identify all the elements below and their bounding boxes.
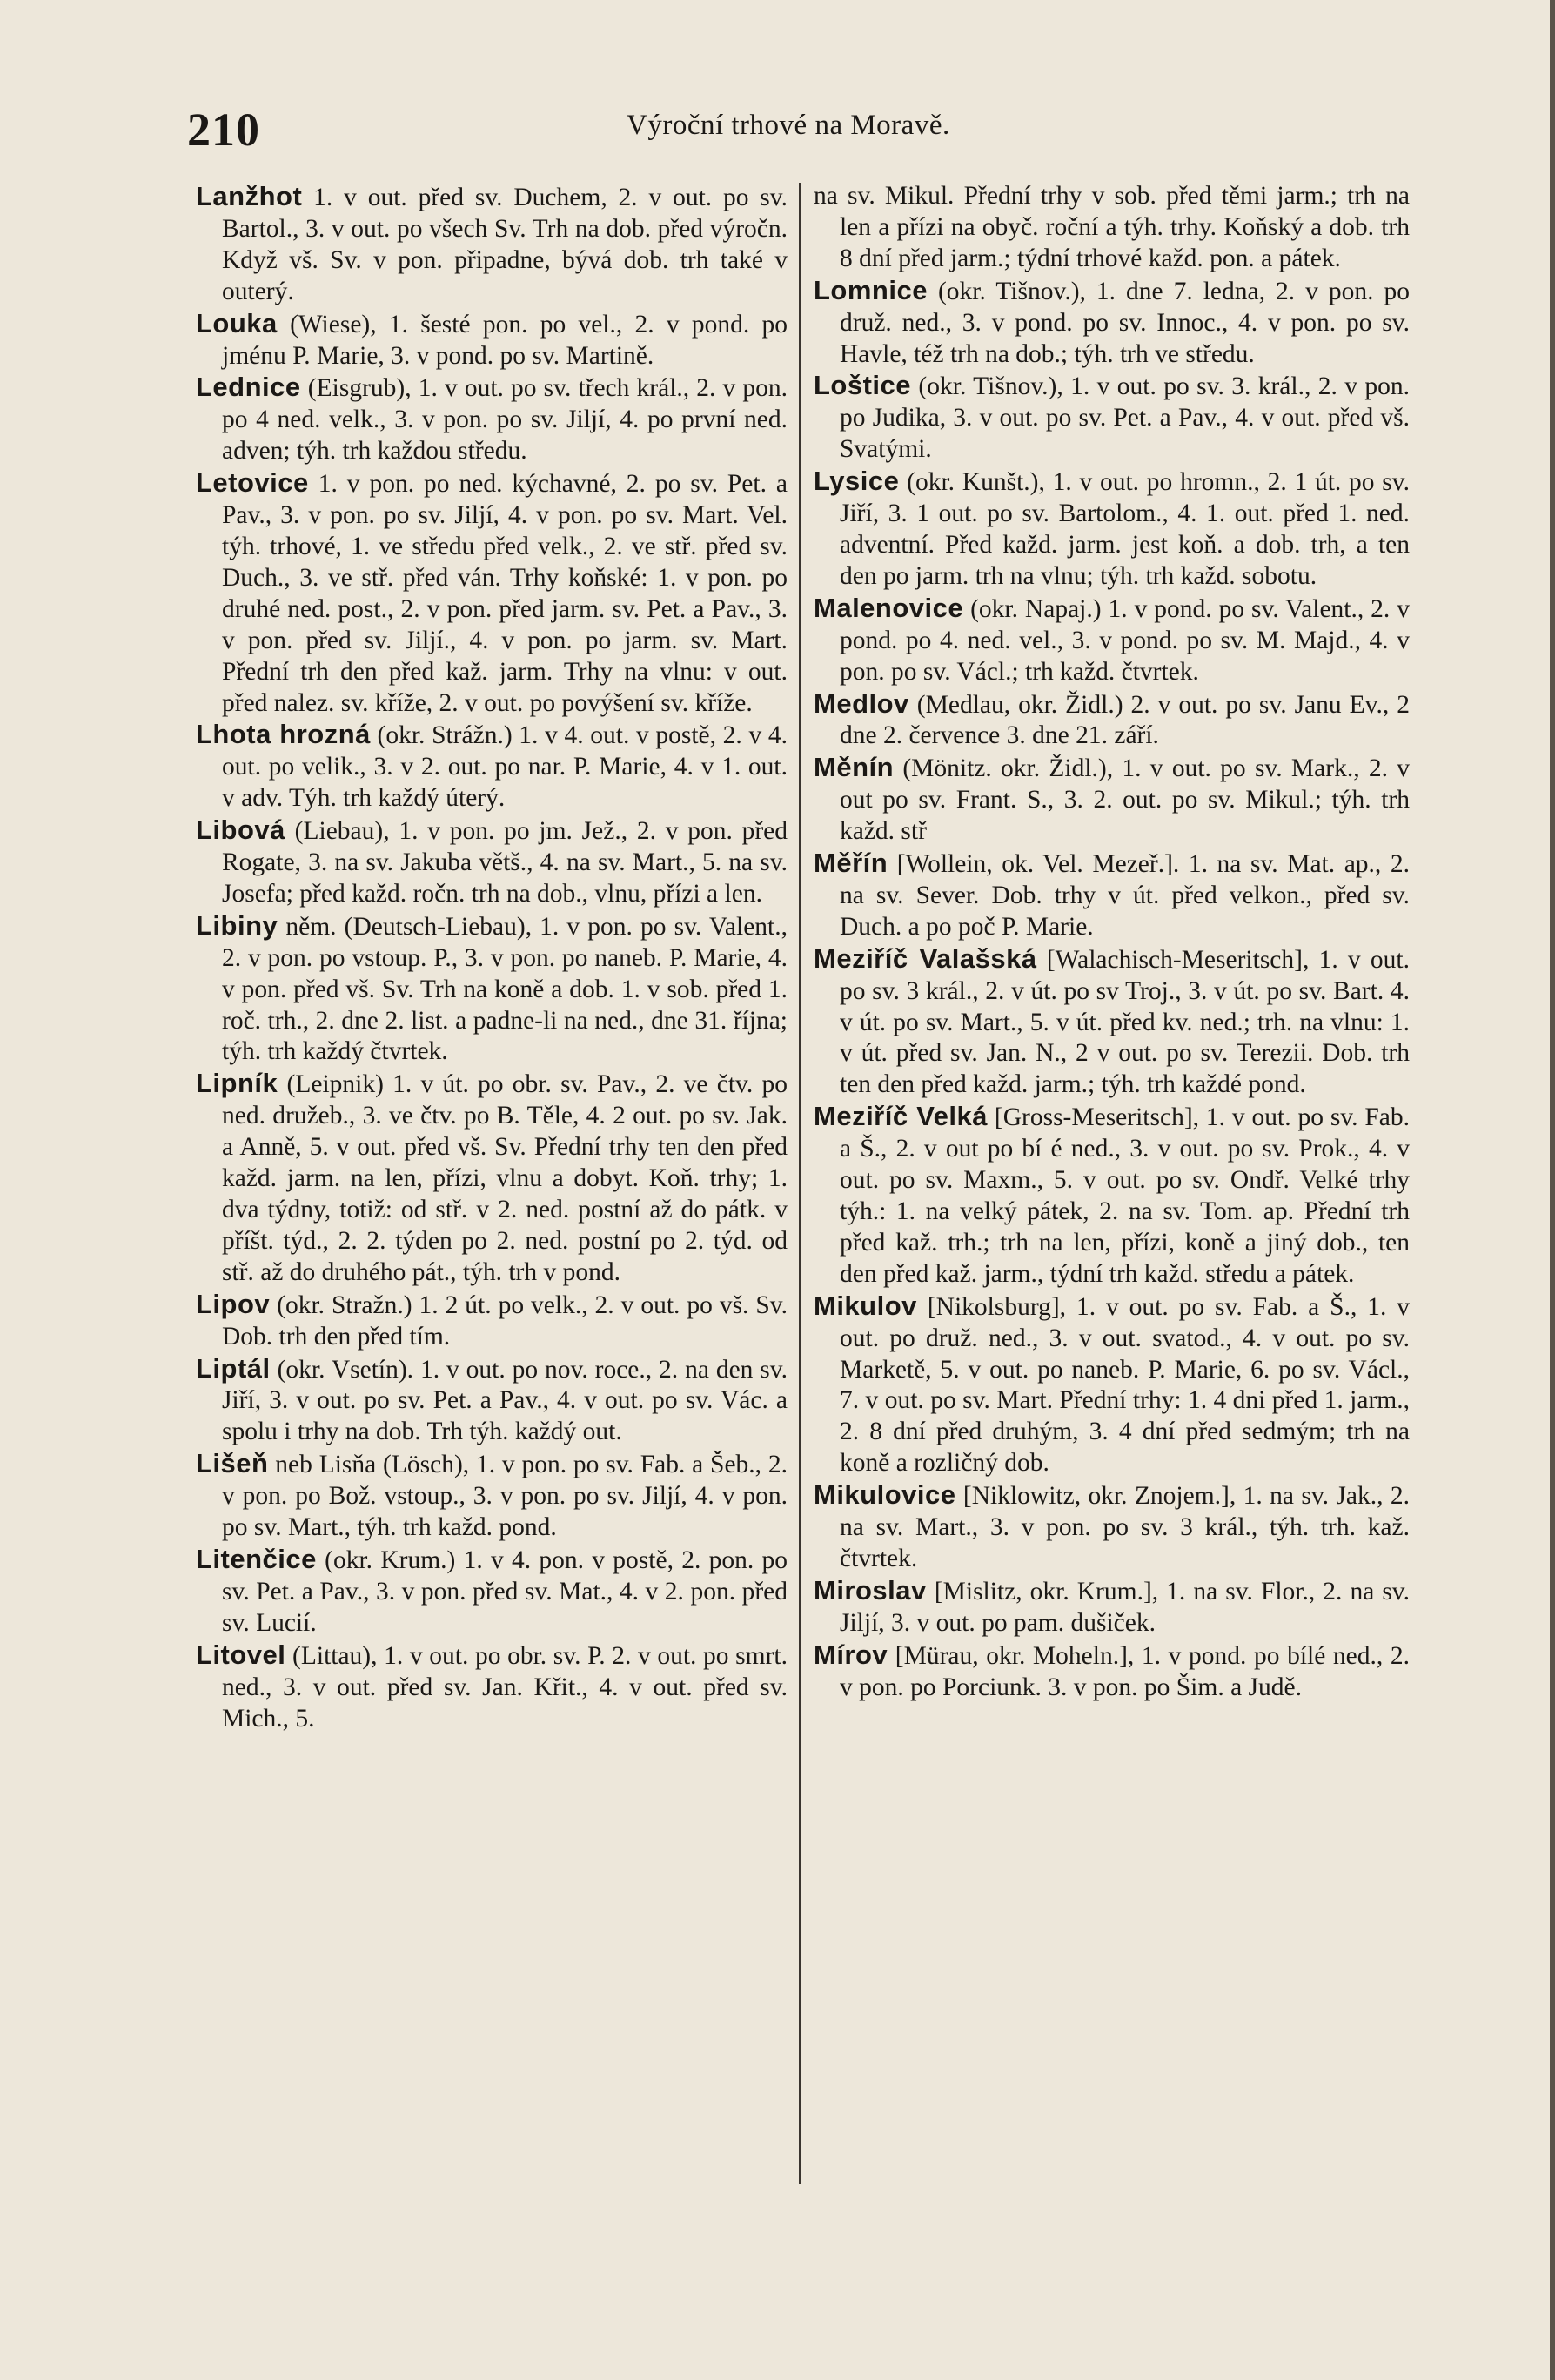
entry-headword: Lipník — [196, 1068, 278, 1099]
entry-headword: Litovel — [196, 1639, 286, 1670]
gazetteer-entry — [814, 848, 1410, 943]
entry-text: [Mislitz, okr. Krum.], 1. na sv. Flor., 2. na sv. Jiljí, 3. v out. po pam. dušiček. — [840, 1577, 1411, 1637]
entry-text: (Littau), 1. v out. po obr. sv. P. 2. v out. po smrt. ned., 3. v out. před sv. Jan. Křit., 4. v out. před sv. Mich., 5. — [222, 1641, 788, 1733]
entry-text: 1. v pon. po ned. kýchavné, 2. po sv. Pet. a Pav., 3. v pon. po sv. Jiljí, 4. v pon. po sv. Mart. Vel. týh. trhové, 1. ve středu před velk., 2. ve stř. před sv. Duch., 3. ve stř. před ván. Trhy koňské: 1. v pon. po druhé ned. post., 2. v pon. před jarm. sv. Pet. a Pav., 3. v pon. před sv. Jiljí., 4. v pon. po jarm. sv. Mart. Přední trh den před kaž. jarm. Trhy na vlnu: v out. před nalez. sv. kříže, 2. v out. po povýšení sv. kříže. — [222, 470, 788, 717]
entry-headword: Měřín — [814, 848, 888, 879]
entry-text: na sv. Mikul. Přední trhy v sob. před těmi jarm.; trh na len a přízi na obyč. roční a týh. trhy. Koňský a dob. trh 8 dní před jarm.; týdní trhové každ. pon. a pátek. — [814, 182, 1410, 272]
entry-text: [Nikolsburg], 1. v out. po sv. Fab. a Š., 1. v out. po druž. ned., 3. v out. svatod., 4. v out. po sv. Marketě, 5. v out. po naneb. P. Marie, 6. po sv. Václ., 7. v out. po sv. Mart. Přední trhy: 1. 4 dni před 1. jarm., 2. 8 dní před druhým, 3. 4 dní před sedmým; trh na koně a rozličný dob. — [840, 1292, 1410, 1478]
gazetteer-entry — [196, 910, 788, 1069]
gazetteer-entry — [196, 467, 788, 719]
entry-text: (okr. Vsetín). 1. v out. po nov. roce., 2. na den sv. Jiří, 3. v out. po sv. Pet. a Pav., 4. v out. po sv. Vác. a spolu i trhy na dob. Trh týh. každý out. — [222, 1355, 788, 1446]
entry-text: [Wollein, ok. Vel. Mezeř.]. 1. na sv. Mat. ap., 2. na sv. Sever. Dob. trhy v út. před velkon., před sv. Duch. a po poč P. Marie. — [840, 850, 1410, 941]
page-number: 210 — [187, 104, 260, 156]
entry-headword: Litenčice — [196, 1543, 317, 1574]
entry-text: (okr. Strážn.) 1. v 4. out. v postě, 2. v 4. out. po velik., 3. v 2. out. po nar. P. Marie, 4. v 1. out. v adv. Týh. trh každý úterý. — [222, 721, 788, 813]
entry-headword: Medlov — [814, 687, 909, 719]
gazetteer-entry — [196, 372, 788, 467]
entry-text: [Niklowitz, okr. Znojem.], 1. na sv. Jak., 2. na sv. Mart., 3. v pon. po sv. 3 král., týh. trh. kaž. čtvrtek. — [840, 1482, 1410, 1572]
gazetteer-entry — [814, 1639, 1410, 1704]
entry-headword: Lysice — [814, 466, 900, 497]
entry-text: (okr. Stražn.) 1. 2 út. po velk., 2. v out. po vš. Sv. Dob. trh den před tím. — [222, 1291, 788, 1351]
column-divider — [799, 183, 801, 2184]
entry-text: (Eisgrub), 1. v out. po sv. třech král., 2. v pon. po 4 ned. velk., 3. v pon. po sv. Jiljí, 4. po první ned. adven; týh. trh každou středu. — [222, 374, 788, 466]
gazetteer-entry — [814, 370, 1410, 466]
gazetteer-entry — [196, 1639, 788, 1735]
entry-headword: Malenovice — [814, 592, 964, 623]
entry-text: (Medlau, okr. Židl.) 2. v out. po sv. Janu Ev., 2 dne 2. července 3. dne 21. září. — [840, 690, 1411, 750]
gazetteer-entry — [814, 943, 1410, 1102]
entry-headword: Mikulovice — [814, 1479, 956, 1511]
gazetteer-entry — [196, 181, 788, 308]
entry-text: něm. (Deutsch-Liebau), 1. v pon. po sv. Valent., 2. v pon. po vstoup. P., 3. v pon. po naneb. P. Marie, 4. v pon. před vš. Sv. Trh na koně a dob. 1. v sob. před 1. roč. trh., 2. dne 2. list. a padne-li na ned., dne 31. října; týh. trh každý čtvrtek. — [222, 912, 788, 1066]
gazetteer-entry — [814, 1101, 1410, 1290]
entry-headword: Louka — [196, 307, 278, 339]
left-column — [196, 181, 788, 1734]
page-edge — [1550, 0, 1555, 2380]
entry-headword: Mikulov — [814, 1290, 917, 1321]
entry-headword: Lednice — [196, 372, 301, 403]
entry-headword: Mírov — [814, 1639, 888, 1670]
entry-headword: Liptál — [196, 1352, 271, 1384]
gazetteer-entry — [196, 1068, 788, 1288]
gazetteer-entry — [814, 466, 1410, 593]
entry-headword: Meziříč Velká — [814, 1101, 989, 1132]
entry-headword: Libová — [196, 815, 285, 846]
entry-text: (Wiese), 1. šesté pon. po vel., 2. v pond. po jménu P. Marie, 3. v pond. po sv. Martině. — [222, 310, 788, 370]
gazetteer-entry — [814, 1479, 1410, 1575]
entry-text: [Gross-Meseritsch], 1. v out. po sv. Fab. a Š., 2. v out po bí é ned., 3. v out. po sv. Prok., 4. v out. po sv. Maxm., 5. v out. po sv. Ondř. Velké trhy týh.: 1. na velký pátek, 2. na sv. Tom. ap. Přední trh před kaž. trh.; trh na len, přízi, koně a jiný dob., ten den před kaž. jarm., týdní trh každ. středu a pátek. — [840, 1103, 1410, 1288]
entry-text: neb Lisňa (Lösch), 1. v pon. po sv. Fab. a Šeb., 2. v pon. po Bož. vstoup., 3. v pon. po sv. Jiljí, 4. v pon. po sv. Mart., týh. trh každ. pond. — [222, 1451, 788, 1542]
entry-headword: Libiny — [196, 909, 278, 941]
entry-text: 1. v out. před sv. Duchem, 2. v out. po sv. Bartol., 3. v out. po všech Sv. Trh na dob. před výročn. Když vš. Sv. v pon. připadne, bývá dob. trh také v outerý. — [222, 184, 788, 305]
gazetteer-entry — [814, 593, 1410, 688]
gazetteer-entry — [814, 752, 1410, 848]
gazetteer-entry — [814, 688, 1410, 753]
gazetteer-entry — [196, 815, 788, 910]
entry-headword: Letovice — [196, 467, 309, 499]
gazetteer-entry — [814, 1291, 1410, 1479]
gazetteer-entry — [814, 1575, 1410, 1639]
running-title: Výroční trhové na Moravě. — [627, 110, 950, 141]
right-column — [814, 181, 1410, 1704]
entry-text: (Liebau), 1. v pon. po jm. Jež., 2. v pon. před Rogate, 3. na sv. Jakuba větš., 4. na sv. Mart., 5. na sv. Josefa; před každ. ročn. trh na dob., vlnu, přízi a len. — [222, 817, 788, 908]
gazetteer-entry — [196, 719, 788, 815]
entry-headword: Miroslav — [814, 1574, 927, 1606]
gazetteer-entry — [196, 1448, 788, 1544]
entry-text: (okr. Krum.) 1. v 4. pon. v postě, 2. pon. po sv. Pet. a Pav., 3. v pon. před sv. Mat., 4. v 2. pon. před sv. Lucií. — [222, 1545, 788, 1637]
entry-headword: Lanžhot — [196, 181, 303, 211]
entry-headword: Lomnice — [814, 274, 928, 305]
entry-headword: Lhota hrozná — [196, 719, 371, 750]
entry-headword: Loštice — [814, 370, 912, 401]
entry-text: (okr. Napaj.) 1. v pond. po sv. Valent., 2. v pond. po 4. ned. vel., 3. v pond. po sv. M. Majd., 4. v pon. po sv. Václ.; trh každ. čtvrtek. — [840, 594, 1410, 686]
entry-headword: Meziříč Valašská — [814, 942, 1037, 974]
gazetteer-entry — [196, 308, 788, 372]
gazetteer-entry — [814, 181, 1410, 275]
entry-text: (okr. Kunšt.), 1. v out. po hromn., 2. 1 út. po sv. Jiří, 3. 1 out. po sv. Bartolom., 4. 1. out. před 1. ned. adventní. Před každ. jarm. jest koň. a dob. trh, a ten den po jarm. trh na vlnu; týh. trh každ. sobotu. — [840, 468, 1410, 590]
gazetteer-entry — [814, 275, 1410, 371]
gazetteer-entry — [196, 1353, 788, 1449]
entry-text: (okr. Tišnov.), 1. dne 7. ledna, 2. v pon. po druž. ned., 3. v pond. po sv. Innoc., 4. v pon. po sv. Havle, též trh na dob.; týh. trh ve středu. — [840, 277, 1410, 368]
entry-text: (okr. Tišnov.), 1. v out. po sv. 3. král., 2. v pon. po Judika, 3. v out. po sv. Pet. a Pav., 4. v out. před vš. Svatými. — [840, 372, 1410, 464]
entry-headword: Lipov — [196, 1288, 271, 1319]
gazetteer-entry — [196, 1544, 788, 1639]
gazetteer-entry — [196, 1289, 788, 1353]
entry-text: [Mürau, okr. Moheln.], 1. v pond. po bílé ned., 2. v pon. po Porciunk. 3. v pon. po Šim. a Judě. — [840, 1641, 1410, 1701]
entry-text: (Leipnik) 1. v út. po obr. sv. Pav., 2. ve čtv. po ned. družeb., 3. ve čtv. po B. Těle, 4. 2 out. po sv. Jak. a Anně, 5. v out. před vš. Sv. Přední trhy ten den před každ. jarm. na len, přízi, vlnu a dobyt. Koň. trhy; 1. dva týdny, totiž: od stř. v 2. ned. postní až do pátk. v příšt. týd., 2. 2. týden po 2. ned. postní po 2. týd. od stř. až do druhého pát., týh. trh v pond. — [222, 1070, 788, 1286]
entry-text: (Mönitz. okr. Židl.), 1. v out. po sv. Mark., 2. v out po sv. Frant. S., 3. 2. out. po sv. Mikul.; týh. trh každ. stř — [840, 754, 1410, 846]
entry-headword: Měnín — [814, 752, 895, 783]
entry-headword: Lišeň — [196, 1448, 269, 1479]
entry-text: [Walachisch-Meseritsch], 1. v out. po sv. 3 král., 2. v út. po sv Troj., 3. v út. po sv. Bart. 4. v út. po sv. Mart., 5. v út. před kv. ned.; trh. na vlnu: 1. v út. před sv. Jan. N., 2 v out. po sv. Terezii. Dob. trh ten den před každ. jarm.; týh. trh každé pond. — [840, 945, 1410, 1099]
